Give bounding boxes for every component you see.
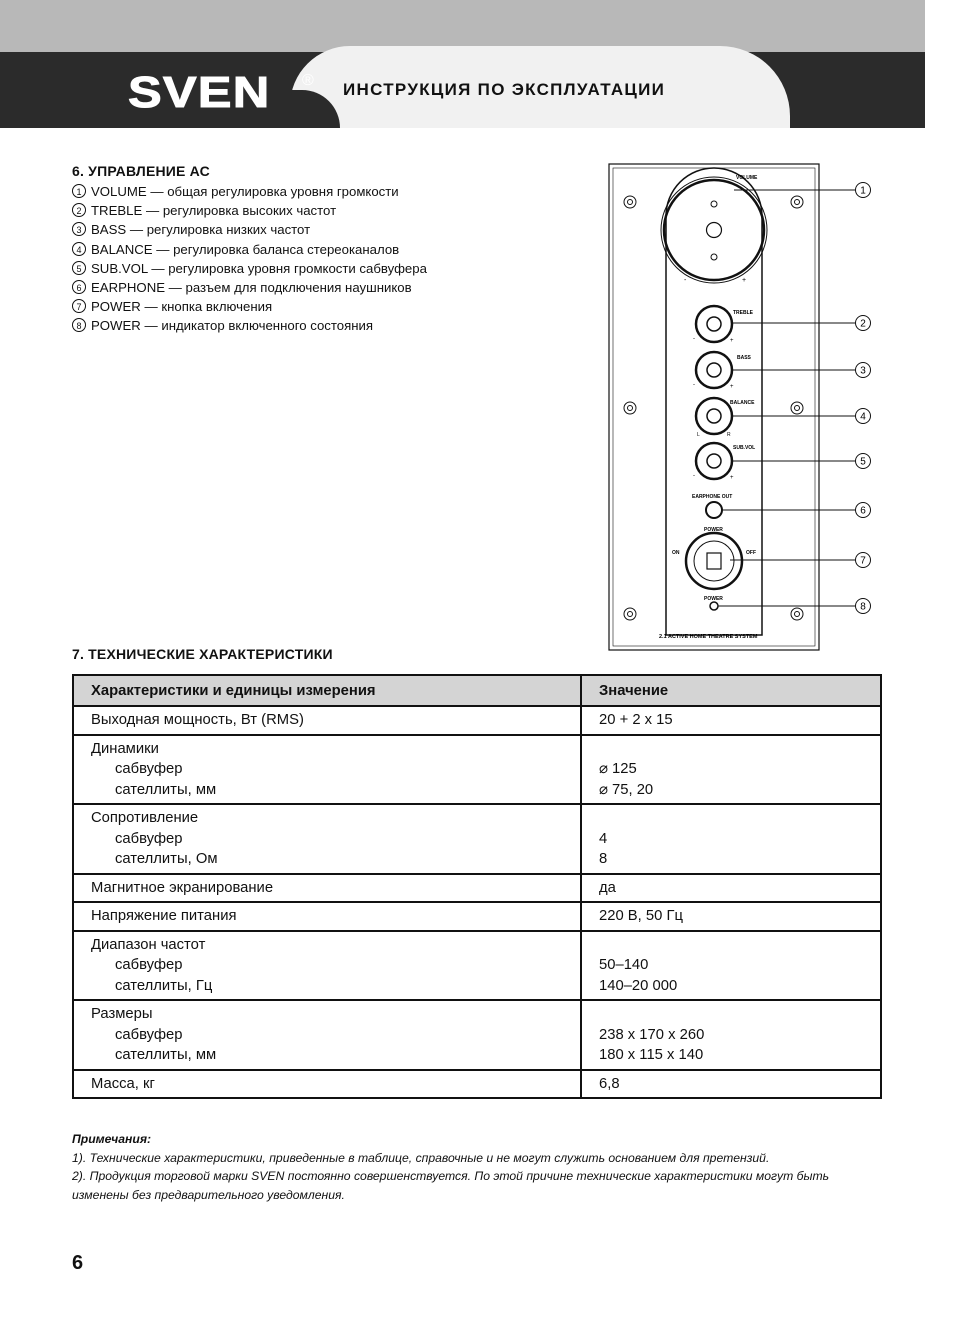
brand-logo: SVEN (128, 68, 271, 117)
control-item (72, 278, 427, 297)
value-line: 6,8 (599, 1075, 620, 1092)
document-title: ИНСТРУКЦИЯ ПО ЭКСПЛУАТАЦИИ (343, 80, 666, 99)
characteristic-name: Сопротивление (91, 810, 199, 826)
characteristic-name: Магнитное экранирование (91, 879, 274, 896)
table-row (73, 804, 881, 874)
bass-minus: - (693, 382, 695, 388)
table-cell-characteristic (73, 1070, 581, 1099)
section-7-title: 7. ТЕХНИЧЕСКИЕ ХАРАКТЕРИСТИКИ (72, 646, 333, 662)
table-row (73, 735, 881, 805)
treble-minus: - (693, 336, 695, 342)
power-off-label: OFF (746, 550, 756, 556)
balance-knob (696, 398, 755, 438)
value-line: 238 x 170 x 260 (599, 1026, 705, 1043)
characteristic-name: Размеры (91, 1006, 153, 1022)
controls-list (72, 182, 427, 336)
panel-footer-label: 2.1 ACTIVE HOME THEATRE SYSTEM (659, 634, 758, 640)
table-cell-value (581, 931, 881, 1001)
panel-inner-frame (613, 168, 815, 646)
power-led (704, 596, 723, 610)
control-item-text: BASS — регулировка низких частот (91, 222, 311, 238)
control-item (72, 297, 427, 316)
balance-r-mark: R (727, 432, 731, 438)
control-item-number: 1 (72, 184, 86, 198)
control-item (72, 240, 427, 259)
value-line (599, 739, 880, 760)
table-cell-value (581, 874, 881, 903)
characteristic-subitem: сателлиты, Ом (115, 851, 218, 867)
control-item (72, 220, 427, 239)
control-item-number: 2 (72, 203, 86, 217)
treble-knob (696, 306, 754, 342)
table-cell-characteristic (73, 1000, 581, 1070)
balance-label: BALANCE (730, 400, 755, 406)
earphone-label: EARPHONE OUT (692, 494, 733, 500)
table-row (73, 874, 881, 903)
value-line: 20 + 2 x 15 (599, 712, 673, 728)
control-item-number: 3 (72, 222, 86, 236)
power-on-label: ON (672, 550, 680, 556)
characteristic-subitem: сабвуфер (115, 761, 183, 777)
table-header-row (73, 675, 881, 706)
control-item (72, 259, 427, 278)
value-line (599, 1004, 880, 1025)
control-item-text: VOLUME — общая регулировка уровня громкости (91, 184, 399, 199)
registered-mark: ® (302, 72, 314, 89)
characteristic-name: Выходная мощность, Вт (RMS) (91, 712, 304, 728)
callout-2: 2 (860, 318, 866, 330)
note-2: 2). Продукция торговой марки SVEN постоянно совершенствуется. По этой причине технические характеристики могут быть изменены без предварительного уведомления. (72, 1169, 830, 1202)
value-line: ⌀ 75, 20 (599, 781, 654, 798)
column-header-value: Значение (581, 675, 881, 706)
panel-outer-frame (609, 164, 819, 650)
value-line: 140–20 000 (599, 977, 678, 994)
control-item-number: 6 (72, 280, 86, 294)
control-item-text: POWER — кнопка включения (91, 299, 273, 315)
control-item-text: TREBLE — регулировка высоких частот (91, 203, 337, 219)
control-item-text: POWER — индикатор включенного состояния (91, 318, 374, 334)
characteristic-name: Диапазон частот (91, 936, 206, 953)
table-row (73, 706, 881, 735)
callout-1: 1 (860, 185, 866, 197)
column-header-characteristic: Характеристики и единицы измерения (73, 675, 581, 706)
speaker-front-panel-diagram (600, 160, 890, 660)
table-cell-characteristic (73, 804, 581, 874)
control-item-number: 8 (72, 318, 86, 332)
callout-3: 3 (860, 365, 866, 377)
characteristic-name: Напряжение питания (91, 908, 237, 924)
table-cell-characteristic (73, 902, 581, 931)
callout-6: 6 (860, 505, 866, 517)
value-line: 180 x 115 x 140 (599, 1047, 704, 1063)
callout-8: 8 (860, 601, 866, 613)
volume-label: VOLUME (736, 175, 758, 181)
callout-markers (856, 183, 871, 614)
control-item-text: BALANCE — регулировка баланса стереоканалов (91, 241, 400, 257)
table-cell-value (581, 1000, 881, 1070)
value-line (599, 808, 880, 829)
bass-label: BASS (737, 355, 751, 361)
volume-max-mark: + (742, 277, 747, 284)
notes-title: Примечания: (72, 1132, 152, 1146)
control-item (72, 201, 427, 220)
table-cell-value (581, 804, 881, 874)
characteristic-subitem: сабвуфер (115, 957, 183, 973)
bass-plus: + (730, 384, 734, 390)
subvol-minus: - (693, 473, 695, 479)
volume-min-mark: - (684, 277, 687, 284)
table-row (73, 1000, 881, 1070)
value-line: 4 (599, 830, 608, 847)
value-line: 50–140 (599, 957, 649, 973)
volume-knob (661, 175, 767, 284)
power-led-label: POWER (704, 596, 723, 602)
characteristic-name: Масса, кг (91, 1075, 155, 1092)
control-item-text: EARPHONE — разъем для подключения наушников (91, 279, 412, 295)
characteristic-name: Динамики (91, 740, 159, 757)
treble-plus: + (730, 338, 734, 344)
value-line: 8 (599, 851, 608, 867)
table-cell-value (581, 1070, 881, 1099)
table-row (73, 1070, 881, 1099)
notes-block (72, 1130, 882, 1204)
treble-label: TREBLE (733, 310, 753, 316)
table-cell-characteristic (73, 735, 581, 805)
control-item (72, 182, 427, 201)
subvol-plus: + (730, 475, 734, 481)
characteristic-subitem: сателлиты, мм (115, 781, 217, 798)
balance-l-mark: L (697, 432, 700, 438)
note-1: 1). Технические характеристики, приведенные в таблице, справочные и не могут служить основанием для претензий. (72, 1150, 770, 1165)
callout-4: 4 (860, 411, 866, 423)
callout-7: 7 (860, 555, 866, 567)
callout-lines (718, 190, 855, 606)
section-6-title: 6. УПРАВЛЕНИЕ АС (72, 163, 210, 179)
table-row (73, 902, 881, 931)
table-row (73, 931, 881, 1001)
table-cell-value (581, 735, 881, 805)
table-cell-characteristic (73, 874, 581, 903)
control-item-number: 4 (72, 242, 86, 256)
power-button-label: POWER (704, 527, 723, 533)
control-item-text: SUB.VOL — регулировка уровня громкости сабвуфера (91, 260, 427, 276)
characteristic-subitem: сабвуфер (115, 830, 183, 847)
page-number: 6 (72, 1252, 84, 1274)
value-line (599, 935, 880, 956)
value-line: ⌀ 125 (599, 761, 637, 777)
table-cell-characteristic (73, 706, 581, 735)
earphone-jack (692, 494, 732, 518)
characteristic-subitem: сабвуфер (115, 1026, 183, 1043)
control-item-number: 7 (72, 299, 86, 313)
callout-5: 5 (860, 456, 866, 468)
subvol-label: SUB.VOL (733, 445, 756, 451)
characteristic-subitem: сателлиты, Гц (115, 977, 213, 994)
table-cell-value (581, 706, 881, 735)
value-line: 220 В, 50 Гц (599, 908, 683, 924)
specifications-table (72, 674, 882, 1099)
characteristic-subitem: сателлиты, мм (115, 1047, 217, 1063)
control-item (72, 316, 427, 335)
table-cell-value (581, 902, 881, 931)
power-button (672, 527, 756, 589)
control-item-number: 5 (72, 261, 86, 275)
value-line: да (599, 879, 616, 896)
table-cell-characteristic (73, 931, 581, 1001)
